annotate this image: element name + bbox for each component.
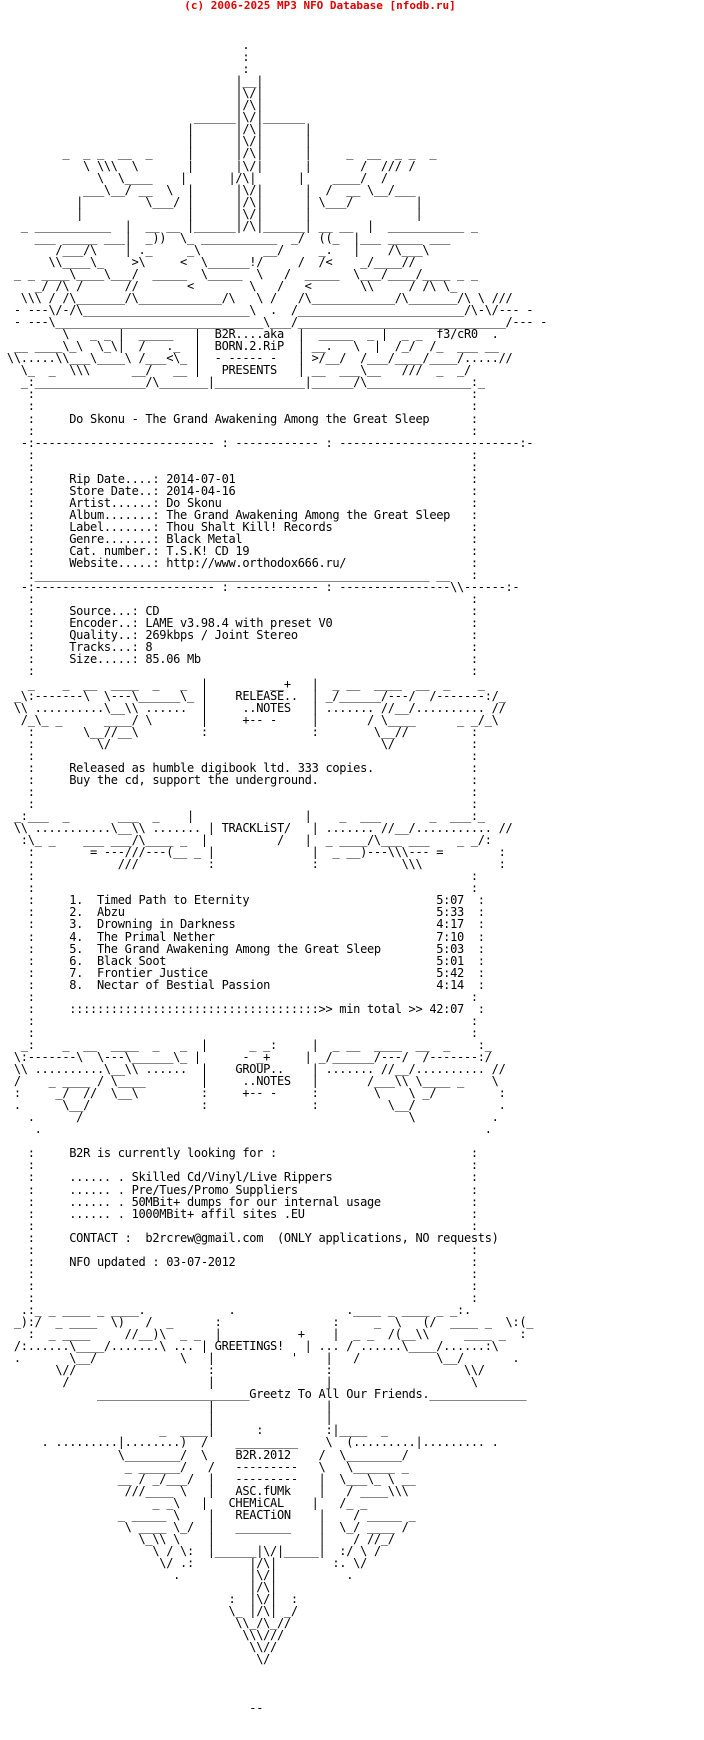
nfo-line: : — [0, 62, 250, 77]
nfo-line: \// : : \\/ — [0, 1363, 485, 1378]
nfo-line: : : — [0, 664, 478, 679]
nfo-line: : \__//__\ : : \__// : — [0, 724, 478, 739]
nfo-line: . \__/ : : \__/ . — [0, 1098, 506, 1113]
nfo-line: : ...... . 50MBit+ dumps for our internal usage : — [0, 1194, 478, 1209]
nfo-line: _ ___________ | __ __ |______|/\|______| __ __ | ___________ _ — [0, 218, 478, 233]
nfo-line: ______________________Greetz To All Our Friends.______________ — [0, 1387, 527, 1402]
nfo-line: /_\_ _ ____/ \ | +-- - | / \____ _ _/_\ — [0, 712, 499, 727]
nfo-line: \_ |/\| _/ — [0, 1604, 298, 1619]
nfo-line: -- — [0, 1700, 264, 1715]
nfo-line: :\_ _ ___ ___/\____ _ | / | _ ____/\___ ___ _ _/: — [0, 833, 492, 848]
nfo-line: _ _____ \ | REACTiON | / _____ _ — [0, 1507, 416, 1522]
nfo-line: -:-------------------------- : ------------ : --------------------------:- — [0, 435, 534, 450]
nfo-line: / | | \ — [0, 1375, 478, 1390]
nfo-line: \_\\ \ | | / //_/ — [0, 1531, 395, 1546]
nfo-line: : : — [0, 797, 478, 811]
nfo-line: ___\__/ __ \ | |\/| | / __ \__/___ — [0, 182, 416, 197]
nfo-line: \\ ..........\__\\ ...... | GROUP.. | ....... //__/.......... // — [0, 1062, 506, 1077]
nfo-line: : Tracks...: 8 : — [0, 640, 478, 655]
nfo-line: : Rip Date....: 2014-07-01 : — [0, 471, 478, 486]
nfo-line: : Artist......: Do Skonu : — [0, 495, 478, 510]
nfo-line: _: _ __ ____ _ _ | _ _: | _ __ ____ __ _ :_ — [0, 1037, 492, 1052]
nfo-line: : ...... . Skilled Cd/Vinyl/Live Rippers : — [0, 1170, 478, 1185]
nfo-line: : \/ \/ : — [0, 736, 478, 751]
nfo-line: _ ____| : :|____ _ — [0, 1423, 388, 1438]
nfo-line: : : — [0, 1278, 478, 1293]
nfo-line: : 2. Abzu 5:33 : — [0, 905, 485, 920]
nfo-line: .:_ _ ____ _ ____. . .____ _ ____ _ _:. — [0, 1302, 471, 1317]
nfo-line: __ ____\_\ \_\| / ._ | BORN.2.RiP | __. \ | /_/ /_ ___ __ — [0, 339, 499, 354]
nfo-line: _:________________/\_______|_____________|______/\_______________:_ — [0, 375, 485, 390]
nfo-line: : |\/| : — [0, 1592, 298, 1607]
nfo-line: :_________________________________________________________ __ : — [0, 568, 478, 583]
nfo-line: : Buy the cd, support the underground. : — [0, 772, 478, 787]
nfo-line: | \___/ | |/\| | \___/ | — [0, 194, 423, 209]
nfo-line: _/ /\ / // < \ / < \\ / /\ \_ — [0, 278, 458, 293]
nfo-line: : Website.....: http://www.orthodox666.ru/ : — [0, 556, 478, 571]
nfo-line: : B2R is currently looking for : : — [0, 1146, 478, 1161]
nfo-line: |\/| — [0, 86, 264, 101]
nfo-line: | | |\/| | | — [0, 206, 423, 221]
nfo-line: : 1. Timed Path to Eternity 5:07 : — [0, 893, 485, 908]
nfo-line: _ _ __ ____ _ _ | _ __+ | _ __ ____ __ _ _ — [0, 676, 485, 691]
nfo-line: : : — [0, 1218, 478, 1233]
nfo-line: ______|\/|______ — [0, 110, 305, 125]
nfo-line: : 6. Black Soot 5:01 : — [0, 953, 485, 968]
nfo-line: : Genre.......: Black Metal : — [0, 531, 478, 546]
nfo-line: / _ ____ / \____ | ..NOTES | /___\\ \____ _ \ — [0, 1074, 499, 1089]
nfo-line: : 5. The Grand Awakening Among the Great Sleep 5:03 : — [0, 941, 485, 956]
nfo-line: : : — [0, 748, 478, 763]
nfo-line: : ::::::::::::::::::::::::::::::::::::>> min total >> 42:07 : — [0, 1001, 485, 1016]
nfo-line: |/\| — [0, 98, 264, 113]
nfo-line: : : — [0, 387, 478, 402]
nfo-line: -:-------------------------- : ------------ : ----------------\\------:- — [0, 580, 520, 595]
nfo-line: : : — [0, 1266, 478, 1281]
nfo-line: \________/ \ B2R.2012 / \________/ — [0, 1447, 409, 1462]
nfo-line: : : — [0, 459, 478, 474]
nfo-line: : — [0, 50, 250, 65]
nfo-line: \_ _ \\\ __/ __ | PRESENTS | __ ___\__ /// _ _/ — [0, 363, 471, 378]
nfo-line: : : — [0, 989, 478, 1004]
nfo-line: \\\ / /\_______/\____________/\ \ / /\____________/\_______/\ \ /// — [0, 291, 513, 306]
nfo-line: : Album.......: The Grand Awakening Among the Great Sleep : — [0, 507, 478, 522]
nfo-line: : Cat. number.: T.S.K! CD 19 : — [0, 544, 478, 559]
nfo-line: | | — [0, 1399, 333, 1414]
nfo-line: : : — [0, 1158, 478, 1173]
nfo-line: : : — [0, 447, 478, 462]
nfo-line: _:___ _ ___ _ | | _ ___ _ ___:_ — [0, 809, 485, 824]
nfo-line: _ _\ | CHEMiCAL | /_ _ — [0, 1495, 368, 1510]
nfo-line: _):/ _ ____ \) / _ : : _ \ (/ ____ _ \:(_ — [0, 1315, 534, 1330]
nfo-line: \ \____ | |/\| | ____/ / — [0, 170, 388, 185]
nfo-line: : /// : : \\\ : — [0, 857, 506, 872]
nfo-line: : : — [0, 1025, 478, 1040]
nfo-line: : Quality..: 269kbps / Joint Stereo : — [0, 628, 478, 643]
nfo-line: : Released as humble digibook ltd. 333 copies. : — [0, 760, 478, 775]
nfo-line: : ...... . 1000MBit+ affil sites .EU : — [0, 1206, 478, 1221]
nfo-line: _ _ ____\____\___/ _____ \_____ \ / _____ \___/____/____ _ _ — [0, 266, 478, 281]
nfo-line: . .........|........) / _________ \ (.........|......... . — [0, 1435, 499, 1450]
nfo-line: : : — [0, 869, 478, 884]
nfo-line: \:-------\ \---\______\_ | - _+ | _/______/---/ /-------:/ — [0, 1049, 492, 1064]
nfo-line: : : — [0, 423, 478, 438]
nfo-line: - ---\______________________________\___/______________________________/--- - — [0, 315, 548, 330]
nfo-line: : Do Skonu - The Grand Awakening Among the Great Sleep : — [0, 411, 478, 426]
nfo-line: : : — [0, 1013, 478, 1028]
nfo-line: \ _ _ | _____ | B2R....aka | _____ _ | _ _ f3/cR0 . — [0, 327, 499, 342]
nfo-line: _ ______/ / --------- \ \______ _ — [0, 1459, 409, 1474]
nfo-line: \\.....\\___\____\ /___<\_ | - ----- - | >/__/ /___/____/____/.....// — [0, 351, 513, 366]
nfo-line: : : — [0, 1242, 478, 1257]
nfo-line: : : — [0, 1290, 478, 1305]
nfo-line: : Source...: CD : — [0, 604, 478, 619]
nfo-line: : Size.....: 85.06 Mb : — [0, 652, 478, 667]
nfo-line: \\ ..........\__\\ ...... | ..NOTES | ....... //__/.......... // — [0, 700, 506, 715]
nfo-ascii-document — [0, 27, 547, 1714]
nfo-line: \ \\\ \ | |\/| | / /// / — [0, 158, 416, 173]
nfo-line: __ / _/___/ | --------- | \___\_ \ __ — [0, 1471, 416, 1486]
nfo-line: : : — [0, 881, 478, 896]
nfo-line: . . — [0, 1122, 492, 1137]
nfo-line: \\____\_ >\ < \______!/ / /< _/____// — [0, 254, 416, 269]
nfo-line: : : — [0, 399, 478, 414]
nfo-line: : Store Date..: 2014-04-16 : — [0, 483, 478, 498]
nfo-database-banner: (c) 2006-2025 MP3 NFO Database [nfodb.ru] — [184, 0, 456, 12]
nfo-line: : Label.......: Thou Shalt Kill! Records : — [0, 519, 478, 534]
nfo-line: \ / \: |______|\/|_____| :/ \ / — [0, 1543, 381, 1558]
nfo-line: _\:-------\ \---\______\_ | RELEASE.. | _/______/---/ /-------:/_ — [0, 688, 506, 703]
nfo-line: . |\/| . — [0, 1568, 354, 1582]
nfo-line: \\_/\_// — [0, 1616, 291, 1631]
nfo-line: . \__/ \ | ' | / \__/ . — [0, 1351, 520, 1366]
nfo-line: ///____ \ | ASC.fUMk | / ____\\\ — [0, 1483, 409, 1498]
nfo-line: : Encoder..: LAME v3.98.4 with preset V0 : — [0, 616, 478, 631]
nfo-line: \/ .: |/\| :. \/ — [0, 1555, 368, 1570]
nfo-line: . — [0, 38, 250, 53]
nfo-line: : 7. Frontier Justice 5:42 : — [0, 965, 485, 980]
nfo-line: : = ---///---(__ _ | | _ __)---\\\--- = : — [0, 845, 506, 860]
nfo-line: /___/\ | ._ _\ __/ _. | /\___\ — [0, 242, 430, 257]
nfo-line: : 4. The Primal Nether 7:10 : — [0, 929, 485, 944]
nfo-line: ___ _____ ___| _)) \_ ___________ _/ ((_ |___ _____ ___ — [0, 230, 451, 245]
nfo-line: : : — [0, 592, 478, 607]
nfo-line: : CONTACT : b2rcrew@gmail.com (ONLY applications, NO requests) — [0, 1230, 499, 1245]
nfo-line: _ _ _ __ _ | |/\| | _ __ _ _ _ — [0, 146, 437, 161]
nfo-line: - ---\/-/\________________________\ . /________________________/\-\/--- - — [0, 303, 534, 318]
nfo-line: | |/\| | — [0, 122, 312, 137]
nfo-line: |__| — [0, 74, 264, 89]
nfo-line: | | — [0, 1411, 333, 1426]
nfo-line: /:......\____/.......\ ... | GREETINGS! | ... / ......\____/......:\ — [0, 1339, 499, 1354]
nfo-line: \/ — [0, 1652, 271, 1667]
nfo-line: : _ ____ //__)\ _ _ | + | _ _ /(__\\ ____ _ : — [0, 1327, 527, 1342]
nfo-line: : _/ // \__\ : +-- - : \ \ _/ : — [0, 1086, 506, 1101]
nfo-line: \ ____ \_/ | ________ | \_/ ____ / — [0, 1519, 409, 1534]
nfo-line: : 3. Drowning in Darkness 4:17 : — [0, 917, 485, 932]
nfo-line: : NFO updated : 03-07-2012 : — [0, 1254, 478, 1269]
nfo-line: |/\| — [0, 1580, 277, 1595]
nfo-line: \\// — [0, 1640, 277, 1655]
nfo-line: \\\/// — [0, 1628, 284, 1643]
nfo-line: \\ ...........\__\\ ....... | TRACKLiST/ | ....... //__/........... // — [0, 821, 513, 836]
nfo-line: | |\/| | — [0, 134, 312, 149]
nfo-line: : : — [0, 784, 478, 799]
nfo-line: : 8. Nectar of Bestial Passion 4:14 : — [0, 977, 485, 992]
nfo-line: . / \ . — [0, 1110, 499, 1125]
nfo-line: : ...... . Pre/Tues/Promo Suppliers : — [0, 1182, 478, 1197]
